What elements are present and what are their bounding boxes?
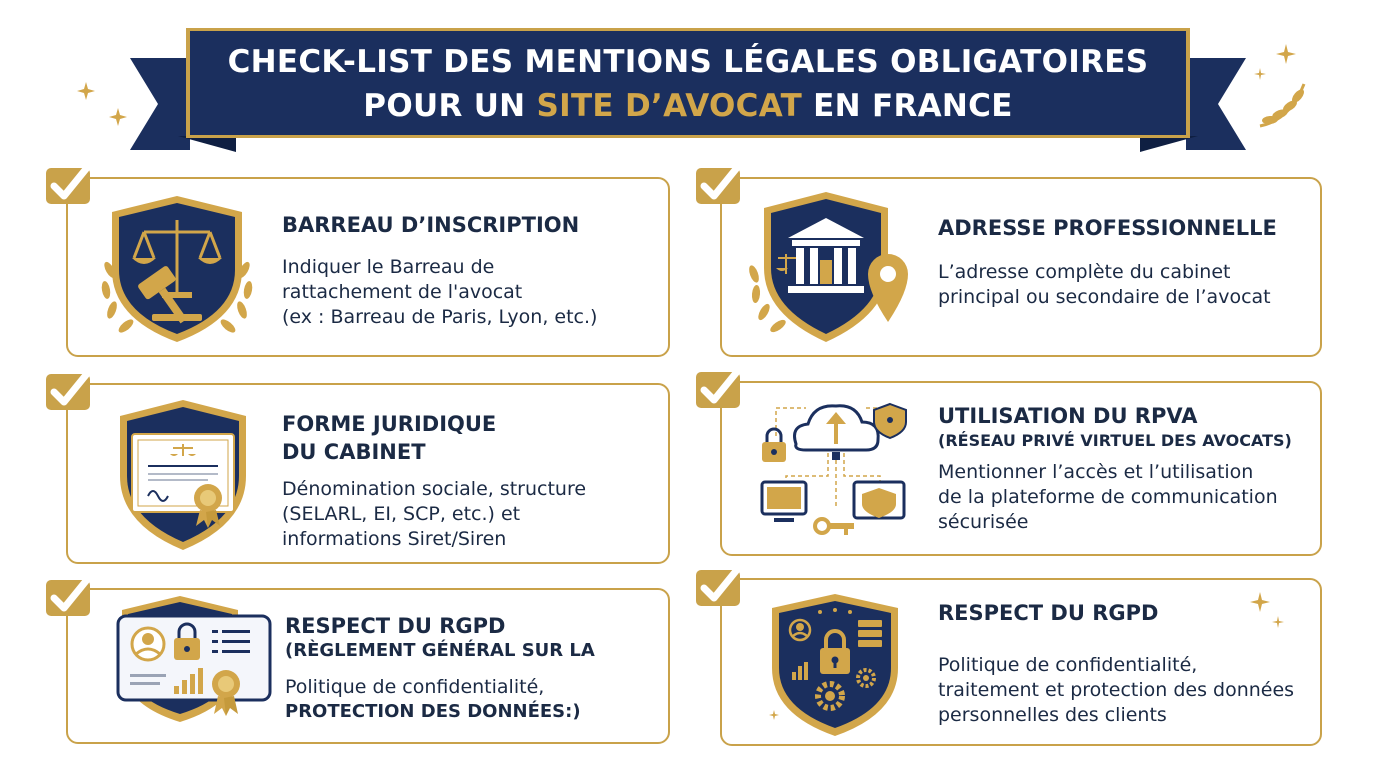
check-icon: [46, 580, 90, 616]
title-suffix: EN FRANCE: [802, 88, 1013, 124]
card-adresse-desc-2: principal ou secondaire de l’avocat: [938, 286, 1271, 308]
card-rgpd-left-subtitle: (RÈGLEMENT GÉNÉRAL SUR LA: [285, 640, 595, 661]
title-prefix: POUR UN: [363, 88, 537, 124]
laurel-sparkle-icon: [1250, 40, 1320, 140]
check-icon: [46, 168, 90, 204]
card-rgpd-right-desc-2: traitement et protection des données: [938, 679, 1295, 701]
card-rpva-desc-3: sécurisée: [938, 511, 1029, 533]
card-rpva-desc-2: de la plateforme de communication: [938, 486, 1278, 508]
card-barreau-desc-1: Indiquer le Barreau de: [282, 256, 495, 278]
card-forme-desc-3: informations Siret/Siren: [282, 528, 507, 550]
card-forme-desc-2: (SELARL, EI, SCP, etc.) et: [282, 503, 521, 525]
card-rgpd-right-desc-3: personnelles des clients: [938, 704, 1167, 726]
card-rgpd-right-title: RESPECT DU RGPD: [938, 601, 1159, 625]
card-rgpd-left-title: RESPECT DU RGPD: [285, 614, 506, 638]
title-accent: SITE D’AVOCAT: [536, 88, 803, 124]
check-icon: [696, 372, 740, 408]
card-rgpd-right-desc-1: Politique de confidentialité,: [938, 654, 1198, 676]
card-rgpd-left-desc-2: PROTECTION DES DONNÉES:): [285, 701, 581, 722]
check-icon: [46, 374, 90, 410]
certificate-shield-icon: [108, 396, 258, 554]
card-adresse-title: ADRESSE PROFESSIONNELLE: [938, 216, 1277, 240]
card-forme-title-2: DU CABINET: [282, 440, 426, 464]
card-forme-title-1: FORME JURIDIQUE: [282, 412, 497, 436]
card-barreau-desc-2: rattachement de l'avocat: [282, 281, 523, 303]
card-barreau-desc-3: (ex : Barreau de Paris, Lyon, etc.): [282, 306, 598, 328]
card-rpva-title: UTILISATION DU RPVA: [938, 404, 1198, 428]
card-rpva-desc-1: Mentionner l’accès et l’utilisation: [938, 461, 1254, 483]
check-icon: [696, 570, 740, 606]
card-adresse-desc-1: L’adresse complète du cabinet: [938, 261, 1231, 283]
data-profile-lock-shield-icon: [112, 594, 282, 724]
title-banner: [130, 28, 1246, 156]
check-icon: [696, 168, 740, 204]
sparkle-icon: [76, 80, 136, 140]
page-title: [190, 40, 1186, 128]
sparkle-icon: [1246, 588, 1290, 636]
card-rpva-subtitle: (RÉSEAU PRIVÉ VIRTUEL DES AVOCATS): [938, 431, 1292, 450]
card-forme-desc-1: Dénomination sociale, structure: [282, 478, 587, 500]
card-barreau-title: BARREAU D’INSCRIPTION: [282, 213, 580, 237]
title-line-2: [190, 84, 1186, 128]
data-protection-lock-shield-icon: [760, 590, 910, 740]
secure-cloud-network-icon: [756, 396, 916, 546]
title-line-1: CHECK-LIST DES MENTIONS LÉGALES OBLIGATOIRES: [227, 44, 1149, 80]
courthouse-location-shield-icon: [738, 188, 918, 348]
scales-gavel-shield-icon: [92, 190, 262, 346]
card-rgpd-left-desc-1: Politique de confidentialité,: [285, 676, 545, 698]
